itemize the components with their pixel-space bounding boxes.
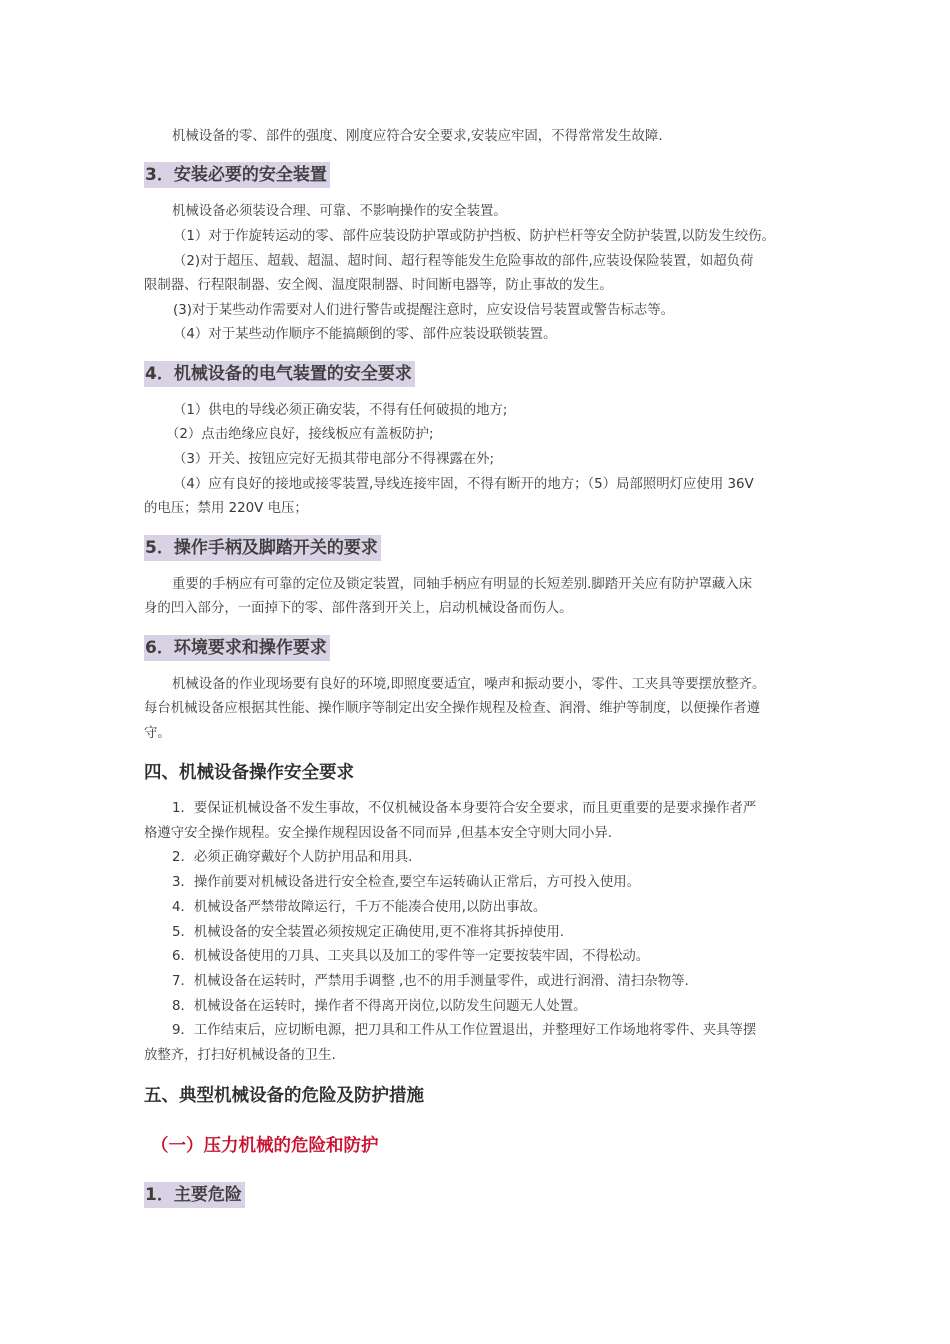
- rule-8: 8．机械设备在运转时，操作者不得离开岗位,以防发生问题无人处置。: [172, 999, 587, 1014]
- rule-9-cont: 放整齐，打扫好机械设备的卫生.: [144, 1048, 336, 1063]
- section-4-item-3: （3）开关、按钮应完好无损其带电部分不得裸露在外;: [173, 452, 495, 467]
- rule-1: 1．要保证机械设备不发生事故，不仅机械设备本身要符合安全要求，而且更重要的是要求操作者严: [172, 801, 757, 816]
- rule-7: 7．机械设备在运转时，严禁用手调整 ,也不的用手测量零件，或进行润滑、清扫杂物等.: [172, 974, 689, 989]
- section-6-heading: 6．环境要求和操作要求: [144, 635, 330, 661]
- press-machine-heading: （一）压力机械的危险和防护: [151, 1136, 379, 1156]
- intro-paragraph: 机械设备的零、部件的强度、刚度应符合安全要求,安装应牢固，不得常常发生故障.: [172, 129, 663, 144]
- rule-4: 4．机械设备严禁带故障运行，千万不能凑合使用,以防出事故。: [172, 900, 547, 915]
- section-6-line-1: 机械设备的作业现场要有良好的环境,即照度要适宜，噪声和振动要小，零件、工夹具等要摆放整齐。: [172, 677, 766, 692]
- section-4-item-1: （1）供电的导线必须正确安装，不得有任何破损的地方;: [173, 403, 508, 418]
- part-4-heading: 四、机械设备操作安全要求: [144, 763, 354, 783]
- section-3-item-4: （4）对于某些动作顺序不能搞颠倒的零、部件应装设联锁装置。: [173, 327, 557, 342]
- main-hazards-heading: 1．主要危险: [144, 1182, 245, 1208]
- section-3-lead: 机械设备必须装设合理、可靠、不影响操作的安全装置。: [172, 204, 507, 219]
- section-5-line-1: 重要的手柄应有可靠的定位及锁定装置，同轴手柄应有明显的长短差别.脚踏开关应有防护罩藏入床: [172, 577, 753, 592]
- rule-3: 3．操作前要对机械设备进行安全检查,要空车运转确认正常后，方可投入使用。: [172, 875, 641, 890]
- section-3-item-1: （1）对于作旋转运动的零、部件应装设防护罩或防护挡板、防护栏杆等安全防护装置,以防发生绞伤。: [173, 229, 775, 244]
- section-4-heading: 4．机械设备的电气装置的安全要求: [144, 361, 415, 387]
- section-6-line-2: 每台机械设备应根据其性能、操作顺序等制定出安全操作规程及检查、润滑、维护等制度，以便操作者遵: [144, 701, 760, 716]
- section-5-line-2: 身的凹入部分，一面掉下的零、部件落到开关上，启动机械设备而伤人。: [144, 601, 573, 616]
- section-6-line-3: 守。: [144, 726, 171, 741]
- rule-9: 9．工作结束后，应切断电源，把刀具和工件从工作位置退出，并整理好工作场地将零件、夹具等摆: [172, 1023, 757, 1038]
- section-3-item-3: (3)对于某些动作需要对人们进行警告或提醒注意时，应安设信号装置或警告标志等。: [173, 303, 675, 318]
- section-3-item-2-cont: 限制器、行程限制器、安全阀、温度限制器、时间断电器等，防止事故的发生。: [144, 278, 613, 293]
- section-3-heading: 3．安装必要的安全装置: [144, 162, 330, 188]
- rule-5: 5．机械设备的安全装置必须按规定正确使用,更不准将其拆掉使用.: [172, 925, 564, 940]
- section-4-item-4: （4）应有良好的接地或接零装置,导线连接牢固，不得有断开的地方；（5）局部照明灯应使用 36V: [173, 477, 754, 492]
- section-4-item-4-cont: 的电压；禁用 220V 电压；: [144, 501, 308, 516]
- part-5-heading: 五、典型机械设备的危险及防护措施: [144, 1086, 424, 1106]
- section-4-item-2: （2）点击绝缘应良好，接线板应有盖板防护;: [166, 427, 434, 442]
- rule-6: 6．机械设备使用的刀具、工夹具以及加工的零件等一定要按装牢固，不得松动。: [172, 949, 650, 964]
- rule-2: 2．必须正确穿戴好个人防护用品和用具.: [172, 850, 413, 865]
- section-3-item-2: （2)对于超压、超载、超温、超时间、超行程等能发生危险事故的部件,应装设保险装置，如超负荷: [173, 254, 754, 269]
- rule-1-cont: 格遵守安全操作规程。安全操作规程因设备不同而异 ,但基本安全守则大同小异.: [144, 826, 613, 841]
- section-5-heading: 5．操作手柄及脚踏开关的要求: [144, 535, 381, 561]
